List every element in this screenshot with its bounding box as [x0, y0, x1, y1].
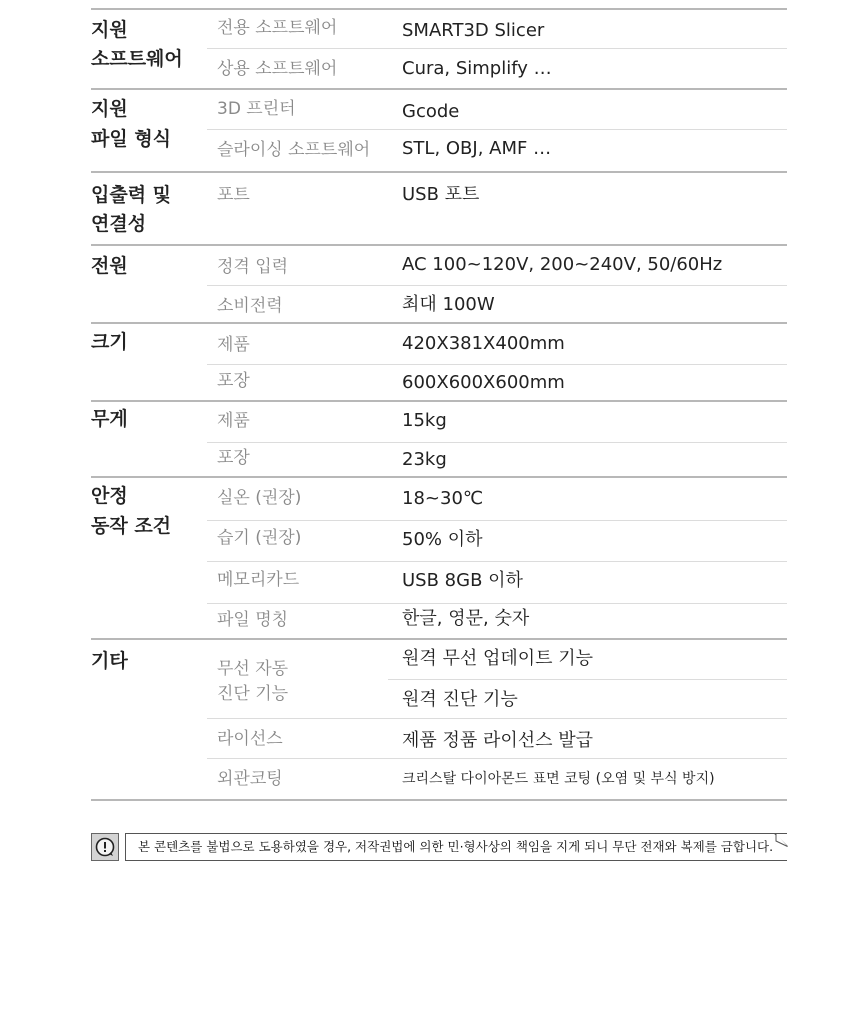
row-divider	[207, 603, 787, 604]
row-divider	[388, 679, 787, 680]
row-divider	[207, 758, 787, 759]
spec-value: 원격 진단 기능	[402, 689, 518, 710]
category-label: 크기	[91, 331, 128, 353]
section-divider	[91, 799, 787, 801]
row-divider	[207, 561, 787, 562]
page-fold-icon	[774, 833, 788, 847]
spec-label: 라이선스	[217, 729, 283, 749]
spec-label: 제품	[217, 411, 250, 431]
copyright-notice	[91, 833, 787, 861]
category-label: 지원	[91, 19, 128, 41]
spec-value: Cura, Simplify …	[402, 58, 552, 79]
section-divider	[91, 476, 787, 478]
row-divider	[207, 129, 787, 130]
spec-value: 원격 무선 업데이트 기능	[402, 648, 594, 669]
spec-value: 50% 이하	[402, 529, 483, 550]
category-label: 안정	[91, 485, 128, 507]
spec-value: 크리스탈 다이아몬드 표면 코팅 (오염 및 부식 방지)	[402, 771, 715, 787]
spec-value: AC 100~120V, 200~240V, 50/60Hz	[402, 254, 723, 275]
spec-label: 3D 프린터	[217, 99, 296, 119]
spec-value: USB 8GB 이하	[402, 570, 523, 591]
spec-label: 상용 소프트웨어	[217, 59, 338, 79]
spec-label: 소비전력	[217, 296, 283, 316]
spec-value: 420X381X400mm	[402, 333, 565, 354]
spec-label: 외관코팅	[217, 769, 283, 789]
row-divider	[207, 520, 787, 521]
section-divider	[91, 171, 787, 173]
spec-label: 실온 (권장)	[217, 488, 302, 508]
spec-value: 600X600X600mm	[402, 372, 565, 393]
category-label: 소프트웨어	[91, 48, 183, 70]
category-label: 입출력 및	[91, 184, 172, 206]
spec-label: 포장	[217, 371, 250, 391]
section-divider	[91, 88, 787, 90]
spec-label: 정격 입력	[217, 257, 289, 277]
row-divider	[207, 285, 787, 286]
section-divider	[91, 322, 787, 324]
category-label: 파일 형식	[91, 128, 172, 150]
spec-value: SMART3D Slicer	[402, 20, 545, 41]
spec-value: 최대 100W	[402, 294, 495, 315]
category-label: 전원	[91, 255, 128, 277]
category-label: 연결성	[91, 213, 147, 235]
spec-label: 전용 소프트웨어	[217, 18, 338, 38]
spec-label: 습기 (권장)	[217, 528, 302, 548]
spec-label: 포장	[217, 448, 250, 468]
spec-value: 18~30℃	[402, 488, 484, 509]
spec-value: 15kg	[402, 410, 447, 431]
section-divider	[91, 244, 787, 246]
spec-value: 제품 정품 라이선스 발급	[402, 730, 594, 751]
warning-icon	[91, 833, 119, 861]
spec-label: 포트	[217, 185, 250, 205]
notice-text: 본 콘텐츠를 불법으로 도용하였을 경우, 저작권법에 의한 민·형사상의 책임을 지게 되니 무단 전재와 복제를 금합니다.	[138, 839, 774, 854]
notice-box	[125, 833, 787, 861]
section-divider	[91, 638, 787, 640]
section-divider	[91, 8, 787, 10]
spec-label: 무선 자동	[217, 659, 289, 679]
row-divider	[207, 442, 787, 443]
spec-value: 23kg	[402, 449, 447, 470]
spec-value: 한글, 영문, 숫자	[402, 608, 530, 629]
spec-label: 진단 기능	[217, 684, 289, 704]
spec-value: STL, OBJ, AMF …	[402, 138, 552, 159]
category-label: 기타	[91, 650, 128, 672]
row-divider	[207, 718, 787, 719]
spec-label: 제품	[217, 335, 250, 355]
spec-label: 메모리카드	[217, 570, 300, 590]
category-label: 지원	[91, 98, 128, 120]
section-divider	[91, 400, 787, 402]
spec-label: 슬라이싱 소프트웨어	[217, 140, 371, 160]
spec-label: 파일 명칭	[217, 610, 289, 630]
category-label: 무게	[91, 408, 128, 430]
row-divider	[207, 48, 787, 49]
row-divider	[207, 364, 787, 365]
spec-value: Gcode	[402, 101, 460, 122]
spec-value: USB 포트	[402, 184, 480, 205]
category-label: 동작 조건	[91, 515, 172, 537]
